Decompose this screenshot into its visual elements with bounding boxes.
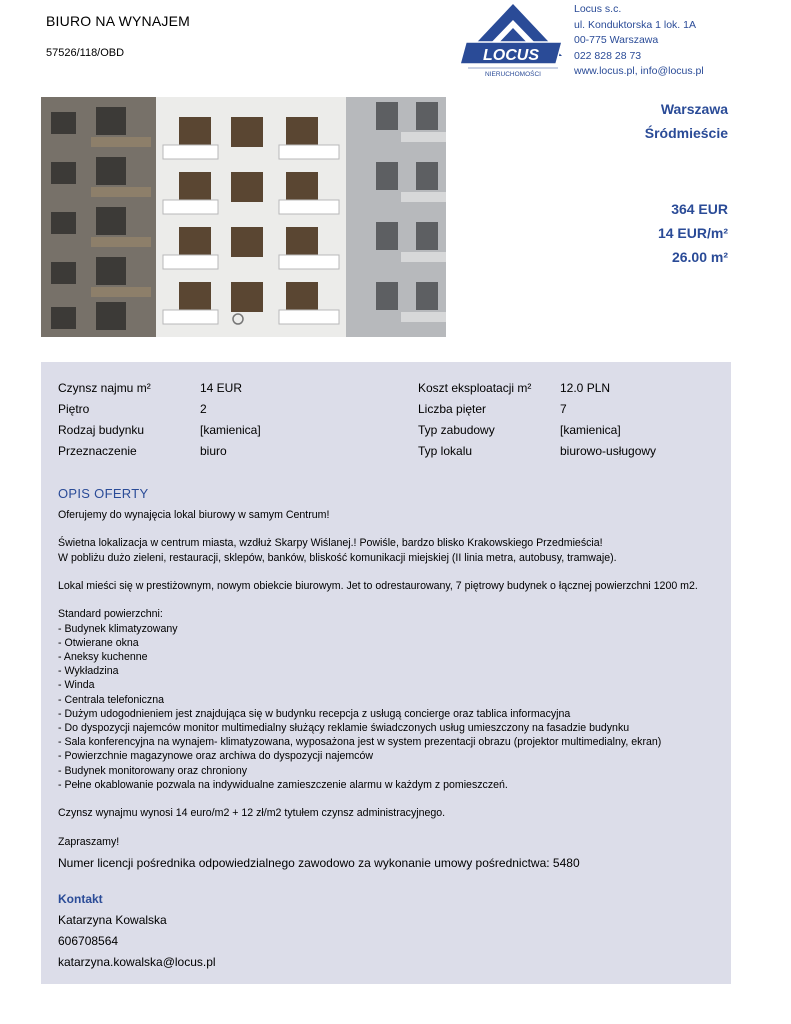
contact-name: Katarzyna Kowalska bbox=[58, 913, 167, 927]
offer-details-panel bbox=[41, 362, 731, 984]
logo-tagline: NIERUCHOMOŚCI bbox=[485, 71, 541, 78]
company-city: 00-775 Warszawa bbox=[574, 34, 659, 46]
detail-label: Rodzaj budynku bbox=[58, 423, 145, 437]
detail-value: 2 bbox=[200, 402, 207, 416]
price-total: 364 EUR bbox=[671, 201, 728, 217]
company-phone: 022 828 28 73 bbox=[574, 49, 642, 62]
logo-brand: LOCUS bbox=[483, 47, 539, 64]
detail-label: Czynsz najmu m² bbox=[58, 381, 151, 395]
company-name: Locus s.c. bbox=[574, 3, 622, 15]
contact-label: Kontakt bbox=[58, 892, 103, 906]
detail-value: biuro bbox=[200, 444, 227, 458]
detail-label: Typ lokalu bbox=[418, 444, 473, 458]
price-per-m2: 14 EUR/m² bbox=[657, 225, 728, 241]
location-city: Warszawa bbox=[660, 101, 728, 117]
building-photo bbox=[41, 97, 446, 337]
company-info bbox=[574, 2, 704, 80]
company-web-email[interactable]: www.locus.pl, info@locus.pl bbox=[574, 65, 704, 77]
description-title: OPIS OFERTY bbox=[58, 486, 149, 501]
contact-phone[interactable]: 606708564 bbox=[58, 934, 119, 948]
detail-value: [kamienica] bbox=[560, 423, 621, 437]
contact-email[interactable]: katarzyna.kowalska@locus.pl bbox=[58, 955, 216, 969]
detail-label: Typ zabudowy bbox=[418, 423, 495, 437]
detail-value: 7 bbox=[560, 402, 567, 416]
detail-label: Liczba pięter bbox=[418, 402, 487, 416]
detail-label: Przeznaczenie bbox=[58, 444, 137, 458]
reference-number: 57526/118/OBD bbox=[46, 47, 125, 59]
locus-logo bbox=[458, 2, 568, 82]
detail-value: 14 EUR bbox=[200, 381, 243, 395]
detail-value: biurowo-usługowy bbox=[560, 444, 657, 458]
detail-value: [kamienica] bbox=[200, 423, 261, 437]
detail-label: Piętro bbox=[58, 402, 90, 416]
license-number: Numer licencji pośrednika odpowiedzialnego zawodowo za wykonanie umowy pośrednictwa: 5480 bbox=[58, 856, 580, 870]
detail-label: Koszt eksploatacji m² bbox=[418, 381, 532, 395]
company-street: ul. Konduktorska 1 lok. 1A bbox=[574, 18, 696, 31]
page-title: BIURO NA WYNAJEM bbox=[46, 13, 190, 29]
area: 26.00 m² bbox=[671, 249, 728, 265]
location-district: Śródmieście bbox=[644, 125, 728, 141]
description-text: Oferujemy do wynajęcia lokal biurowy w samym Centrum! Świetna lokalizacja w centrum miasta, wzdłuż Skarpy Wiślanej.! Powiśle, bardzo blisko Krakowskiego Przedmieścia! W pobliżu dużo zieleni, restauracji, sklepów, banków, bliskość komunikacji miejskiej (II linia metra, autobusy, tramwaje). Lokal mieści się w prestiżownym, nowym obiekcie biurowym. Jet to odrestaurowany, 7 piętrowy budynek o łącznej powierzchni 1200 m2. Standard powierzchni: - Budynek klimatyzowany - Otwierane okna - Aneksy kuchenne - Wykładzina - Winda - Centrala telefoniczna - Dużym udogodnieniem jest znajdująca się w budynku recepcja z usługą concierge oraz tablica informacyjna - Do dyspozycji najemców monitor multimedialny służący reklamie świadczonych usług umieszczony na fasadzie budynku - Sala konferencyjna na wynajem- klimatyzowana, wyposażona jest w system prezentacji obrazu (projektor multimedialny, ekran) - Powierzchnie magazynowe oraz archiwa do dyspozycji najemców - Budynek monitorowany oraz chroniony - Pełne okablowanie pozwala na indywidualne zamieszczenie alarmu w każdym z pomieszczeń. Czynsz wynajmu wynosi 14 euro/m2 + 12 zł/m2 tytułem czynsz administracyjnego. Zapraszamy! bbox=[58, 509, 698, 848]
detail-value: 12.0 PLN bbox=[560, 381, 611, 395]
